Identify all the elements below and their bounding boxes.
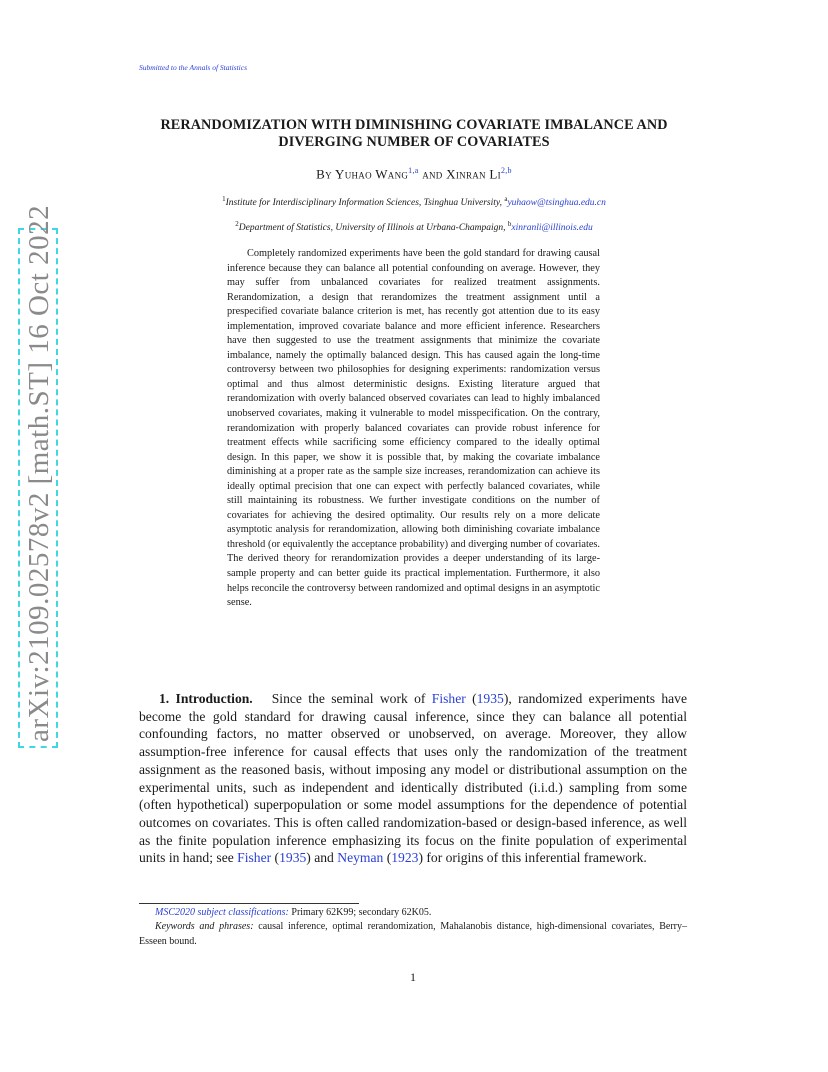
msc-footnote <box>139 906 687 920</box>
email-link[interactable]: yuhaow@tsinghua.edu.cn <box>507 198 606 209</box>
citation-year-link[interactable]: 1923 <box>391 850 419 866</box>
intro-text: , randomized experiments have become the gold standard for drawing causal inference, since they can balance all potential confounding factors, no matter observed or unobserved, on average. Moreover, they allow assumption-free inference for causal effects that uses only the randomization of the treatment assignment as the reasoned basis, without imposing any model or distributional assumption on the experimental units, such as independent and identically distributed (i.i.d.) sampling from some (often hypothetical) superpopulation or some model assumptions for the dependence of potential outcomes on covariates. This is often called randomization-based or design-based inference, as well as the finite population inference emphasizing its focus on the finite population of experimental units in hand; see <box>139 691 688 866</box>
citation-link[interactable]: Fisher <box>237 850 272 866</box>
intro-text: for origins of this inferential framework. <box>422 850 647 866</box>
abstract <box>227 247 600 611</box>
author-name: Yuhao Wang <box>335 166 409 182</box>
page-number: 1 <box>410 970 416 984</box>
affil-marker: 2 <box>235 220 239 228</box>
author-name: Xinran Li <box>446 166 501 182</box>
section-heading: 1. Introduction. <box>159 691 253 706</box>
author-line <box>139 166 689 182</box>
affil-text: Institute for Interdisciplinary Information Sciences, Tsinghua University, <box>225 198 502 209</box>
author-affil-marker[interactable]: 1,a <box>408 166 419 175</box>
abstract-text: Completely randomized experiments have been the gold standard for drawing causal inference because they can balance all potential confounding on average. However, they may suffer from unbalanced covariates for realized treatment assignments. Rerandomization, a design that rerandomizes the treatment assignment until a prespecified covariate balance criterion is met, has recently got attention due to its easy implementation, improved covariate balance and more efficient inference. Researchers have then suggested to use the treatment assignments that minimize the covariate imbalance, namely the optimally balanced design. This has caused again the long-time controversy between two philosophies for designing experiments: randomization versus optimal and thus almost deterministic designs. Existing literature argued that rerandomization with overly balanced observed covariates can lead to highly imbalanced unobserved covariates, making it vulnerable to model misspecification. On the contrary, rerandomization with properly balanced covariates can provide robust inference for treatment effects while sacrificing some efficiency compared to the ideally optimal design. In this paper, we show it is possible that, by making the covariate imbalance diminishing at a proper rate as the sample size increases, rerandomization can achieve its ideally optimal precision that one can expect with perfectly balanced covariates, while still maintaining its robustness. We further investigate conditions on the number of covariates for achieving the desired optimality. Our results rely on a more delicate asymptotic analysis for rerandomization, allowing both diminishing covariate imbalance threshold (or equivalently the acceptance probability) and diverging number of covariates. The derived theory for rerandomization provides a deeper understanding of its large-sample property and can better guide its practical implementation. Furthermore, it also helps reconcile the controversy between randomized and optimal designs in an asymptotic sense. <box>227 248 600 609</box>
author-affil-marker[interactable]: 2,b <box>500 166 512 175</box>
citation-link[interactable]: Neyman <box>337 850 384 866</box>
email-marker: a <box>504 195 508 203</box>
intro-text: Since the seminal work of <box>271 691 432 706</box>
journal-submission-note: Submitted to the Annals of Statistics <box>139 63 247 72</box>
affil-text: Department of Statistics, University of Illinois at Urbana-Champaign, <box>238 223 506 234</box>
arxiv-identifier-stamp[interactable]: arXiv:2109.02578v2 [math.ST] 16 Oct 2022 <box>18 228 58 748</box>
msc-link[interactable]: MSC2020 subject classifications: <box>155 907 289 918</box>
keywords-footnote <box>139 920 687 949</box>
intro-paragraph: 1. Introduction. Since the seminal work of Fisher (1935), randomized experiments have become the gold standard for drawing causal inference, since they can balance all potential confounding factors, no matter observed or unobserved, on average. Moreover, they allow assumption-free inference for causal effects that uses only the randomization of the treatment assignment as the reasoned basis, without imposing any model or distributional assumption on the experimental units, such as independent and identically distributed (i.i.d.) sampling from some (often hypothetical) superpopulation or some model assumptions for the dependence of potential outcomes on covariates. This is often called randomization-based or design-based inference, as well as the finite population inference emphasizing its focus on the finite population of experimental units in hand; see Fisher (1935) and Neyman (1923) for origins of this inferential framework. <box>139 691 688 866</box>
msc-text: Primary 62K99; secondary 62K05. <box>288 907 432 918</box>
footnote-rule <box>139 903 359 904</box>
citation-link[interactable]: Fisher <box>431 691 466 706</box>
by-word: By <box>316 166 332 182</box>
citation-year-link[interactable]: 1935 <box>279 850 307 866</box>
introduction-section <box>139 690 687 867</box>
and-word: and <box>422 166 443 182</box>
affiliation <box>139 220 689 233</box>
footnotes <box>139 906 687 949</box>
citation-year-link[interactable]: 1935 <box>476 691 504 706</box>
keywords-label: Keywords and phrases: <box>155 921 254 933</box>
keywords-text: causal inference, optimal rerandomization, Mahalanobis distance, high-dimensional covariates, Berry–Esseen bound. <box>139 921 688 947</box>
intro-text: and <box>310 850 338 866</box>
paper-title: RERANDOMIZATION WITH DIMINISHING COVARIATE IMBALANCE AND DIVERGING NUMBER OF COVARIATES <box>160 117 668 150</box>
affil-marker: 1 <box>222 195 226 203</box>
affiliation <box>139 195 689 208</box>
email-marker: b <box>507 220 512 228</box>
email-link[interactable]: xinranli@illinois.edu <box>511 223 593 234</box>
